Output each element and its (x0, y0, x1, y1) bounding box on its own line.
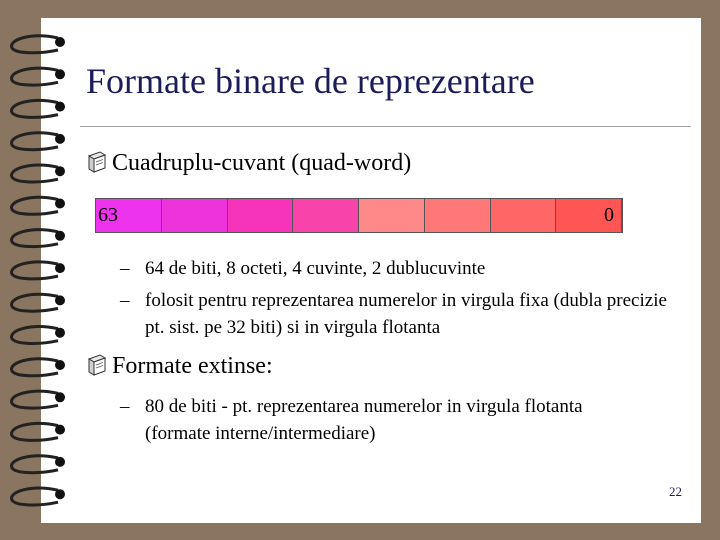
binding-hole (55, 489, 65, 499)
spiral-ring (12, 456, 58, 473)
binding-hole (55, 328, 65, 338)
spiral-ring (12, 294, 58, 311)
register-byte-3 (359, 199, 425, 232)
binding-hole (55, 166, 65, 176)
register-byte-5 (228, 199, 294, 232)
bullet-label: Cuadruplu-cuvant (quad-word) (112, 150, 412, 176)
bullet-quad-word (86, 150, 411, 177)
spiral-ring (12, 36, 58, 53)
low-bit-label: 0 (604, 204, 614, 226)
high-bit-label: 63 (98, 204, 118, 226)
binding-hole (55, 425, 65, 435)
binding-hole (55, 37, 65, 47)
subitem-text: 64 de biti, 8 octeti, 4 cuvinte, 2 dublucuvinte (145, 258, 486, 279)
spiral-ring (12, 230, 58, 247)
dash-mark: – (120, 290, 130, 311)
register-byte-4 (293, 199, 359, 232)
binding-hole (55, 102, 65, 112)
register-byte-6 (162, 199, 228, 232)
bullet-label: Formate extinse: (112, 353, 273, 379)
spiral-ring (12, 68, 58, 85)
binding-hole (55, 231, 65, 241)
spiral-ring (12, 262, 58, 279)
subitem-quad-2 (120, 287, 680, 341)
binding-hole (55, 360, 65, 370)
binding-hole (55, 199, 65, 209)
page-number: 22 (669, 484, 682, 499)
spiral-ring (12, 101, 58, 118)
binding-hole (55, 457, 65, 467)
spiral-ring (12, 327, 58, 344)
book-bullet-icon (86, 150, 108, 174)
register-byte-2 (425, 199, 491, 232)
binding-hole (55, 295, 65, 305)
binding-hole (55, 134, 65, 144)
spiral-ring (12, 488, 58, 505)
spiral-ring (12, 133, 58, 150)
subitem-quad-1 (120, 255, 680, 282)
slide-title: Formate binare de reprezentare (86, 61, 535, 101)
binding-hole (55, 392, 65, 402)
spiral-ring (12, 424, 58, 441)
spiral-binding (0, 0, 80, 540)
book-bullet-icon (86, 353, 108, 377)
register-64bit (95, 198, 623, 233)
dash-mark: – (120, 258, 130, 279)
subitem-extended-1 (120, 393, 640, 447)
binding-hole (55, 263, 65, 273)
subitem-text: folosit pentru reprezentarea numerelor in virgula fixa (dubla precizie pt. sist. pe 32 biti) si in virgula flotanta (145, 290, 667, 338)
spiral-ring (12, 359, 58, 376)
dash-mark: – (120, 396, 130, 417)
bullet-extended-formats (86, 353, 273, 380)
subitem-text: 80 de biti - pt. reprezentarea numerelor in virgula flotanta (formate interne/intermediare) (145, 396, 583, 444)
spiral-ring (12, 391, 58, 408)
binding-hole (55, 69, 65, 79)
title-divider (80, 126, 691, 127)
spiral-ring (12, 165, 58, 182)
spiral-ring (12, 197, 58, 214)
register-byte-1 (491, 199, 557, 232)
